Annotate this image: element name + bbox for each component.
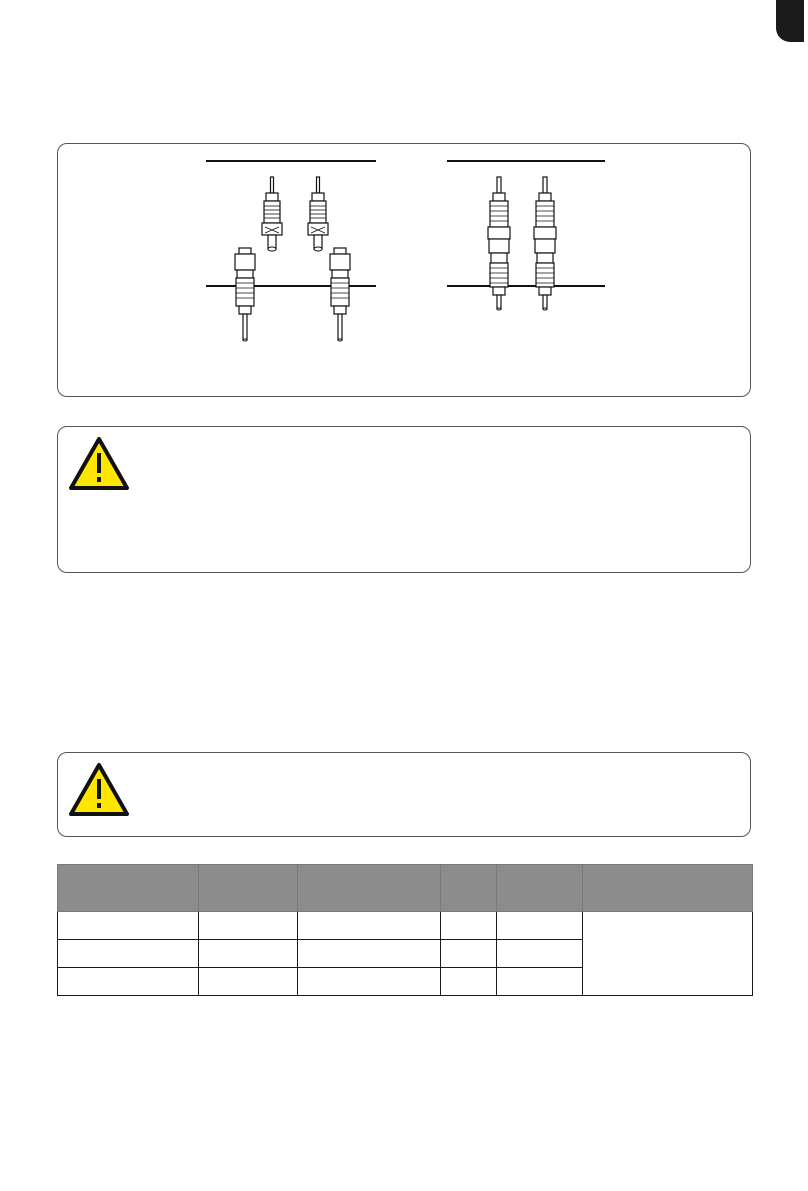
table-row: [58, 912, 753, 940]
unmated-connector-upper-right: [308, 177, 328, 251]
column-header: [199, 865, 298, 912]
table-cell: [58, 940, 199, 968]
table-header-row: [58, 865, 753, 912]
unmated-connector-lower-right: [330, 248, 350, 341]
warning-triangle-icon: [68, 762, 130, 817]
table-cell: [497, 940, 583, 968]
table-cell: [497, 912, 583, 940]
warning-box-two: [57, 752, 751, 837]
table-cell: [298, 912, 441, 940]
unmated-connector-upper-left: [262, 177, 282, 251]
table-cell: [58, 912, 199, 940]
column-header: [298, 865, 441, 912]
spec-table: [57, 864, 753, 996]
column-header: [497, 865, 583, 912]
column-header: [58, 865, 199, 912]
column-header: [583, 865, 753, 912]
merged-note-cell: [583, 912, 753, 996]
table-cell: [298, 940, 441, 968]
table-cell: [441, 940, 497, 968]
table-cell: [199, 912, 298, 940]
table-cell: [298, 968, 441, 996]
warning-box-one: [57, 426, 751, 573]
unmated-connector-lower-left: [235, 248, 255, 341]
mated-connector-left: [488, 177, 510, 310]
column-header: [441, 865, 497, 912]
warning-triangle-icon: [68, 436, 130, 491]
table-cell: [58, 968, 199, 996]
table-cell: [497, 968, 583, 996]
connector-figure: [57, 143, 751, 397]
table-cell: [199, 940, 298, 968]
connector-illustration: [58, 144, 752, 398]
page-number-tab: [776, 0, 804, 42]
table-cell: [199, 968, 298, 996]
table-cell: [441, 968, 497, 996]
table-cell: [441, 912, 497, 940]
mated-connector-right: [534, 177, 556, 310]
